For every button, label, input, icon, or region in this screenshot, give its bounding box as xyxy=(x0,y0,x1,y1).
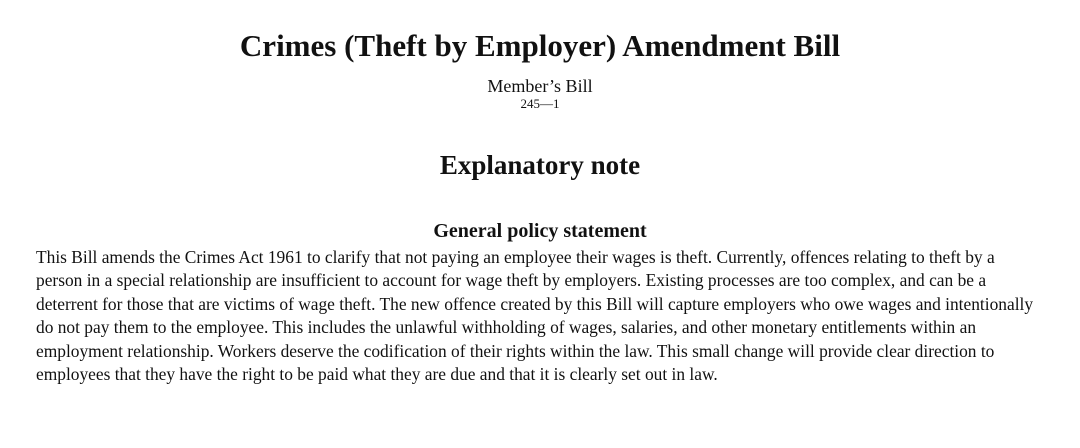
bill-title: Crimes (Theft by Employer) Amendment Bill xyxy=(239,28,841,63)
explanatory-note-heading: Explanatory note xyxy=(439,150,641,180)
bill-number: 245—1 xyxy=(520,96,560,111)
general-policy-body: This Bill amends the Crimes Act 1961 to clarify that not paying an employee their wages is theft. Currently, offences relating to theft by a person in a special relationship are insufficient to account for wage theft by employers. Existing processes are too complex, and can be a deterrent for those that are victims of wage theft. The new offence created by this Bill will capture employers who owe wages and intentionally do not pay them to the employee. This includes the unlawful withholding of wages, salaries, and other monetary entitlements within an employment relationship. Workers deserve the codification of their rights within the law. This small change will provide clear direction to employees that they have the right to be paid what they are due and that it is clearly set out in law. xyxy=(36,247,1034,385)
bill-type: Member’s Bill xyxy=(487,76,593,96)
general-policy-heading: General policy statement xyxy=(433,220,647,242)
